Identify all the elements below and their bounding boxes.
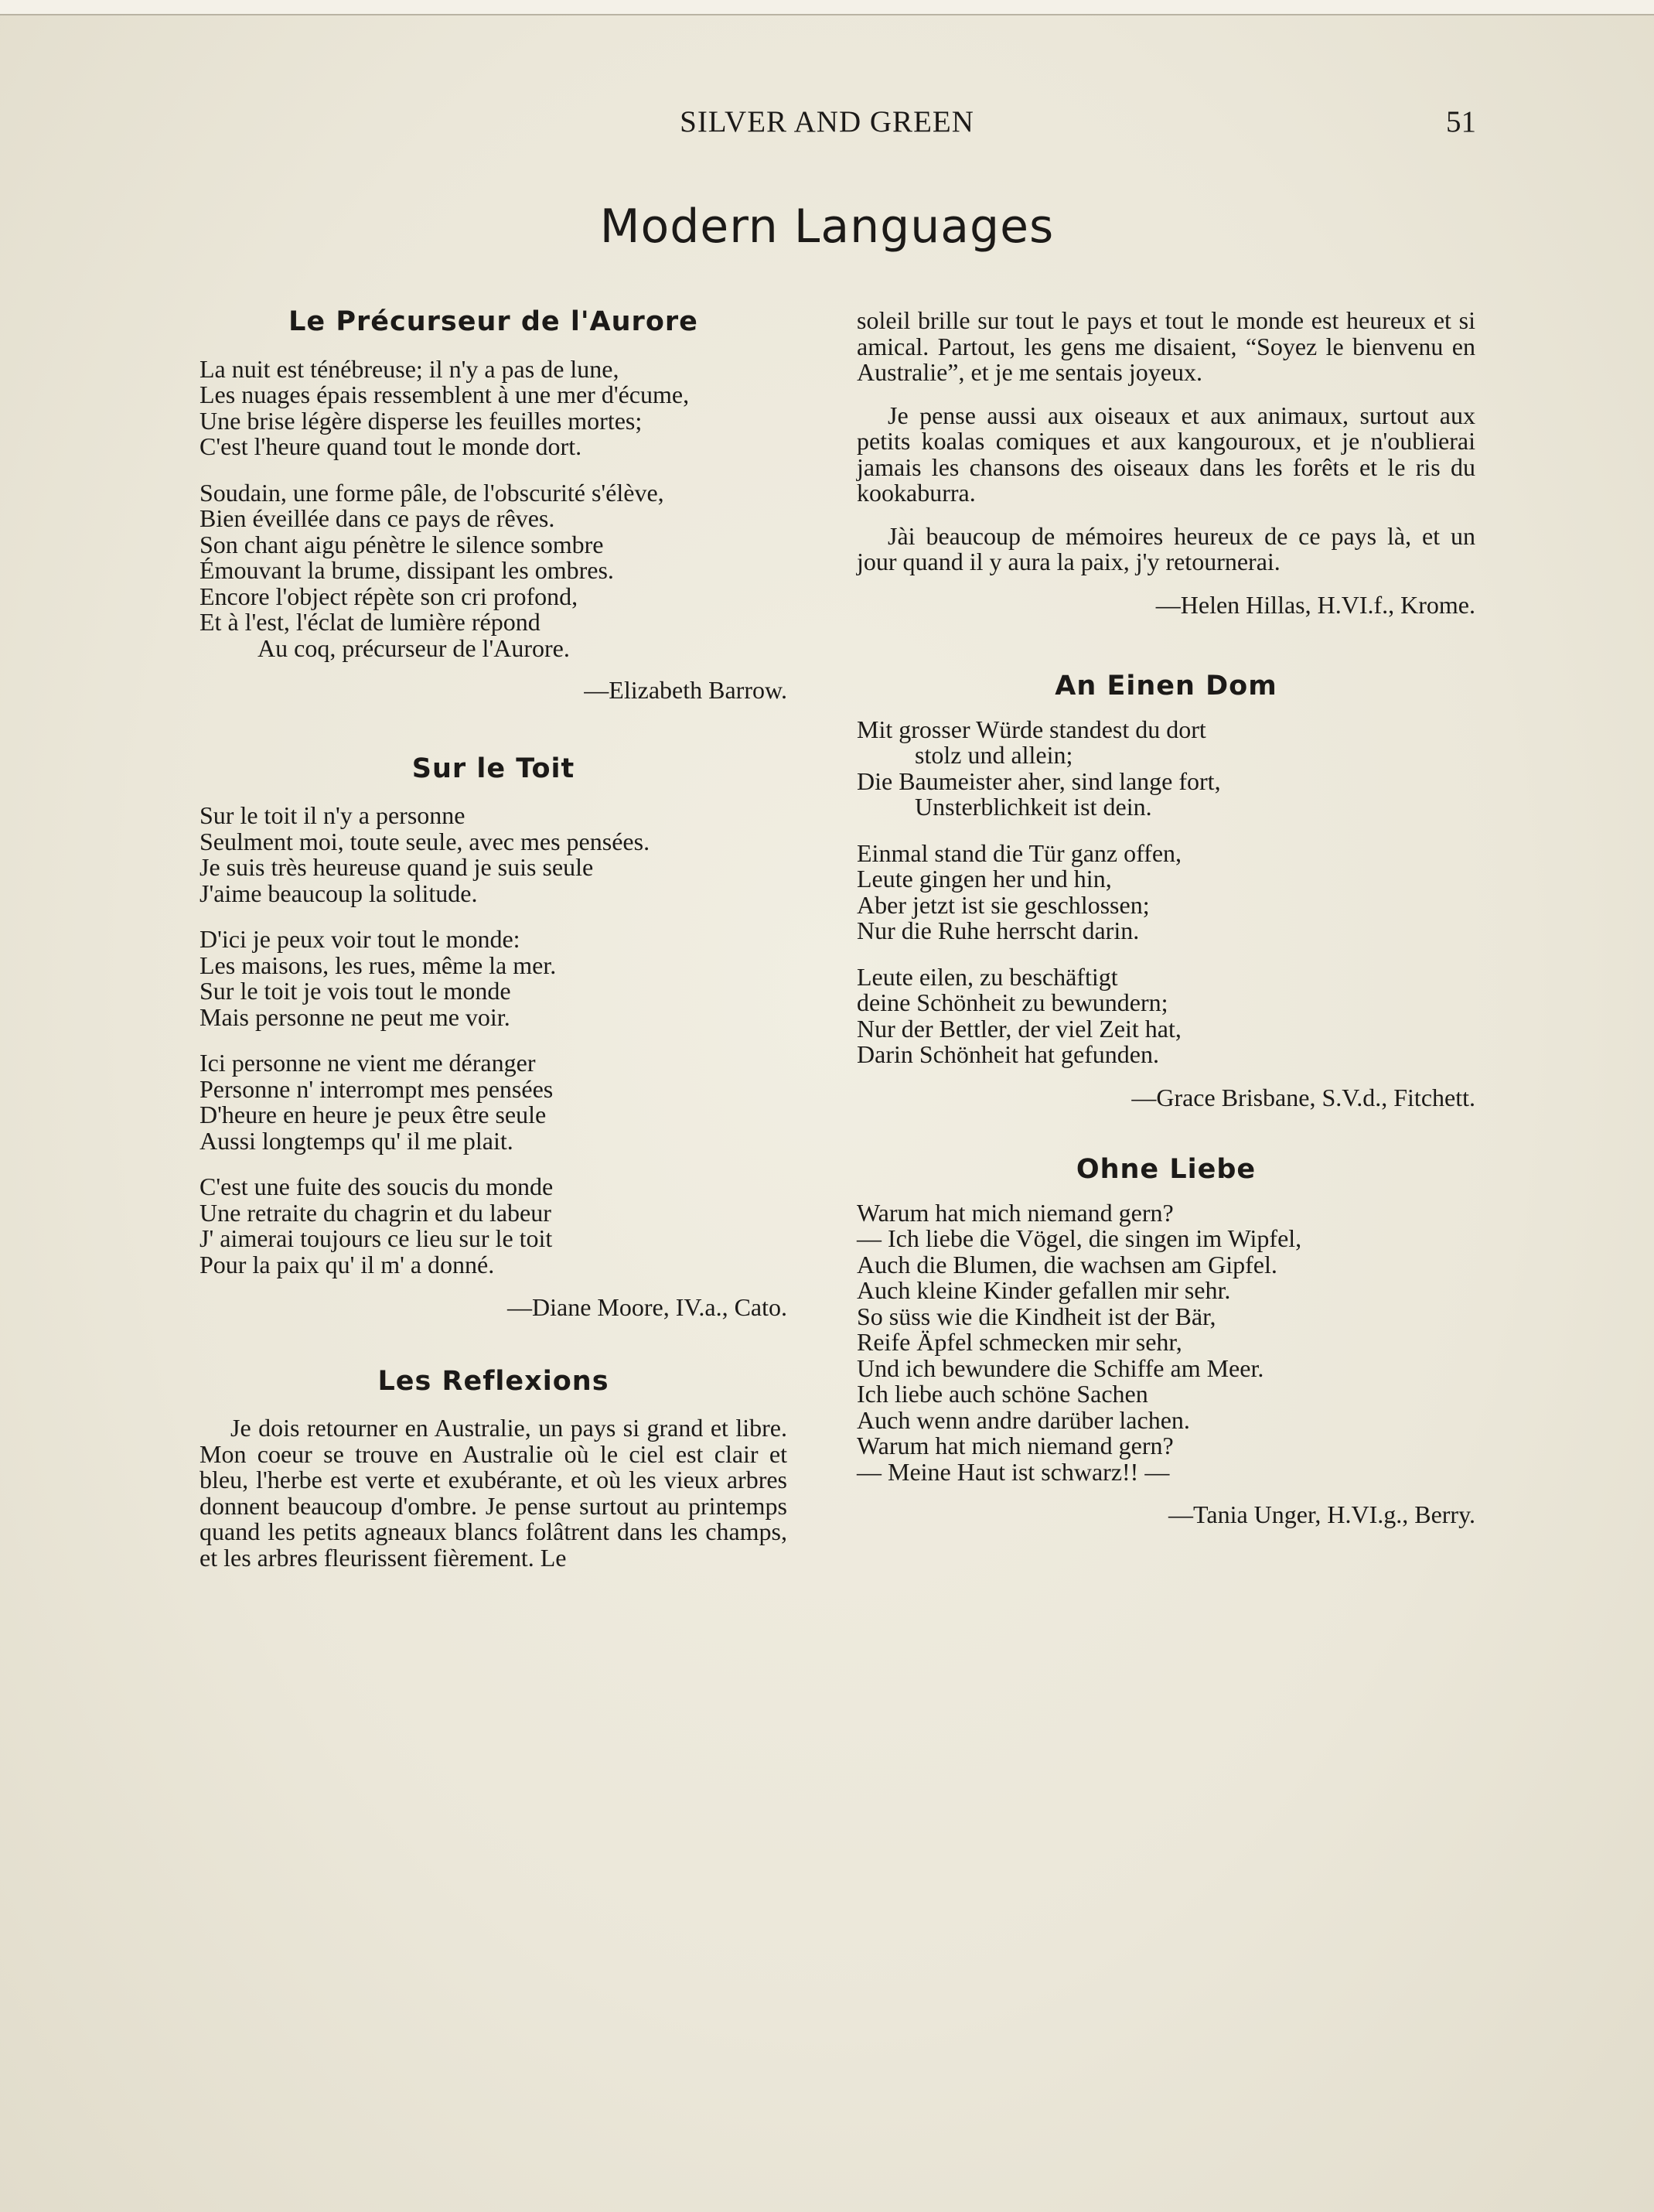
poem-line: Leute gingen her und hin, [857, 865, 1112, 893]
poem-line: Auch die Blumen, die wachsen am Gipfel. [857, 1250, 1277, 1278]
poem-title: Le Précurseur de l'Aurore [288, 306, 698, 337]
poem-line: Une brise légère disperse les feuilles mortes; [200, 406, 643, 435]
page-top-edge [0, 0, 1654, 15]
poem-line: Auch kleine Kinder gefallen mir sehr. [857, 1276, 1231, 1304]
stanza [200, 1174, 787, 1278]
poem-line: Reife Äpfel schmecken mir sehr, [857, 1328, 1182, 1356]
poem-line: La nuit est ténébreuse; il n'y a pas de lune, [200, 354, 619, 383]
poem-line: Nur die Ruhe herrscht darin. [857, 917, 1140, 944]
poem-author: —Grace Brisbane, S.V.d., Fitchett. [1131, 1083, 1475, 1111]
poem-line: Warum hat mich niemand gern? [857, 1432, 1174, 1459]
poem-line: Une retraite du chagrin et du labeur [200, 1198, 551, 1227]
stanza [200, 803, 787, 906]
poem-line: Aber jetzt ist sie geschlossen; [857, 890, 1150, 919]
poem-line: Sur le toit je vois tout le monde [200, 977, 511, 1005]
poem-an-einen-dom [857, 671, 1475, 1111]
essay-paragraph: Jài beaucoup de mémoires heureux de ce pays là, et un jour quand il y aura la paix, j'y retournerai. [857, 521, 1475, 575]
poem-line: Warum hat mich niemand gern? [857, 1198, 1174, 1227]
stanza [857, 717, 1475, 821]
essay-title: Les Reflexions [377, 1365, 609, 1397]
stanza [857, 964, 1475, 1068]
stanza [200, 927, 787, 1030]
poem-line: stolz und allein; [915, 741, 1073, 769]
poem-line: Auch wenn andre darüber lachen. [857, 1405, 1190, 1434]
poem-line: Seulment moi, toute seule, avec mes pensées. [200, 827, 650, 855]
poem-line: Unsterblichkeit ist dein. [915, 793, 1152, 821]
poem-line: — Ich liebe die Vögel, die singen im Wipfel, [857, 1224, 1302, 1252]
poem-ohne-liebe [857, 1154, 1475, 1528]
poem-line: J' aimerai toujours ce lieu sur le toit [200, 1224, 553, 1252]
poem-line: Personne n' interrompt mes pensées [200, 1074, 554, 1103]
poem-line: Les nuages épais ressemblent à une mer d'écume, [200, 381, 690, 408]
poem-line: C'est l'heure quand tout le monde dort. [200, 432, 582, 460]
section-title: Modern Languages [599, 200, 1055, 254]
poem-line: Au coq, précurseur de l'Aurore. [257, 633, 570, 662]
essay-paragraph-continued: soleil brille sur tout le pays et tout le monde est heureux et si amical. Partout, les gens me disaient, “Soyez le bienvenu en Australie”, et je me sentais joyeux. [857, 306, 1475, 386]
poem-line: Et à l'est, l'éclat de lumière répond [200, 608, 541, 636]
poem-line: Aussi longtemps qu' il me plait. [200, 1126, 513, 1155]
poem-line: Encore l'object répète son cri profond, [200, 582, 578, 610]
poem-line: Sur le toit il n'y a personne [200, 801, 466, 829]
stanza [200, 354, 787, 460]
poem-line: Mais personne ne peut me voir. [200, 1002, 510, 1031]
poem-line: J'aime beaucoup la solitude. [200, 879, 478, 907]
stanza [200, 1050, 787, 1154]
poem-line: Son chant aigu pénètre le silence sombre [200, 530, 604, 558]
stanza [200, 480, 787, 662]
poem-author: —Tania Unger, H.VI.g., Berry. [1168, 1500, 1475, 1528]
poem-le-precurseur [200, 306, 787, 704]
essay-paragraph: Je pense aussi aux oiseaux et aux animaux, surtout aux petits koalas comiques et aux kangouroux, et je n'oublierai jamais les chansons des oiseaux dans les forêts et le ris du kookaburra. [857, 401, 1475, 507]
stanza [857, 1200, 1475, 1486]
poem-line: deine Schönheit zu bewundern; [857, 988, 1168, 1016]
poem-author: —Diane Moore, IV.a., Cato. [507, 1293, 787, 1321]
poem-line: Je suis très heureuse quand je suis seule [200, 853, 594, 881]
poem-line: D'heure en heure je peux être seule [200, 1101, 547, 1128]
poem-line: Und ich bewundere die Schiffe am Meer. [857, 1353, 1264, 1382]
poem-line: Ich liebe auch schöne Sachen [857, 1380, 1148, 1408]
poem-sur-le-toit [200, 753, 787, 1321]
poem-line: Die Baumeister aher, sind lange fort, [857, 766, 1221, 795]
poem-line: Pour la paix qu' il m' a donné. [200, 1250, 495, 1278]
poem-line: Mit grosser Würde standest du dort [857, 715, 1206, 743]
poem-line: Darin Schönheit hat gefunden. [857, 1040, 1159, 1068]
poem-line: C'est une fuite des soucis du monde [200, 1173, 554, 1200]
essay-les-reflexions [200, 1365, 787, 1572]
page-number: 51 [1446, 105, 1476, 138]
poem-line: — Meine Haut ist schwarz!! — [857, 1457, 1170, 1486]
poem-line: Émouvant la brume, dissipant les ombres. [200, 556, 614, 584]
poem-line: Ici personne ne vient me déranger [200, 1049, 536, 1077]
essay-author: —Helen Hillas, H.VI.f., Krome. [1155, 590, 1475, 619]
poem-line: Nur der Bettler, der viel Zeit hat, [857, 1014, 1182, 1043]
stanza [857, 838, 1475, 944]
poem-title: Ohne Liebe [1076, 1154, 1257, 1185]
left-column [200, 306, 787, 1572]
poem-line: Einmal stand die Tür ganz offen, [857, 838, 1182, 867]
poem-line: D'ici je peux voir tout le monde: [200, 925, 520, 953]
poem-line: Bien éveillée dans ce pays de rêves. [200, 504, 555, 532]
essay-paragraph: Je dois retourner en Australie, un pays si grand et libre. Mon coeur se trouve en Australie où le ciel est clair et bleu, l'herbe est verte et exubérante, et où les vieux arbres donnent beaucoup d'ombre. Je pense surtout au printemps quand les petits agneaux blancs folâtrent dans les champs, et les arbres fleurissent fièrement. Le [200, 1414, 787, 1572]
right-column [857, 308, 1475, 1528]
poem-title: Sur le Toit [411, 753, 575, 784]
poem-author: —Elizabeth Barrow. [584, 676, 787, 704]
poem-line: Leute eilen, zu beschäftigt [857, 962, 1118, 991]
running-title: SILVER AND GREEN [680, 105, 974, 138]
poem-line: So süss wie die Kindheit ist der Bär, [857, 1302, 1216, 1330]
poem-title: An Einen Dom [1055, 671, 1277, 701]
poem-line: Soudain, une forme pâle, de l'obscurité s'élève, [200, 478, 664, 507]
poem-line: Les maisons, les rues, même la mer. [200, 951, 557, 979]
